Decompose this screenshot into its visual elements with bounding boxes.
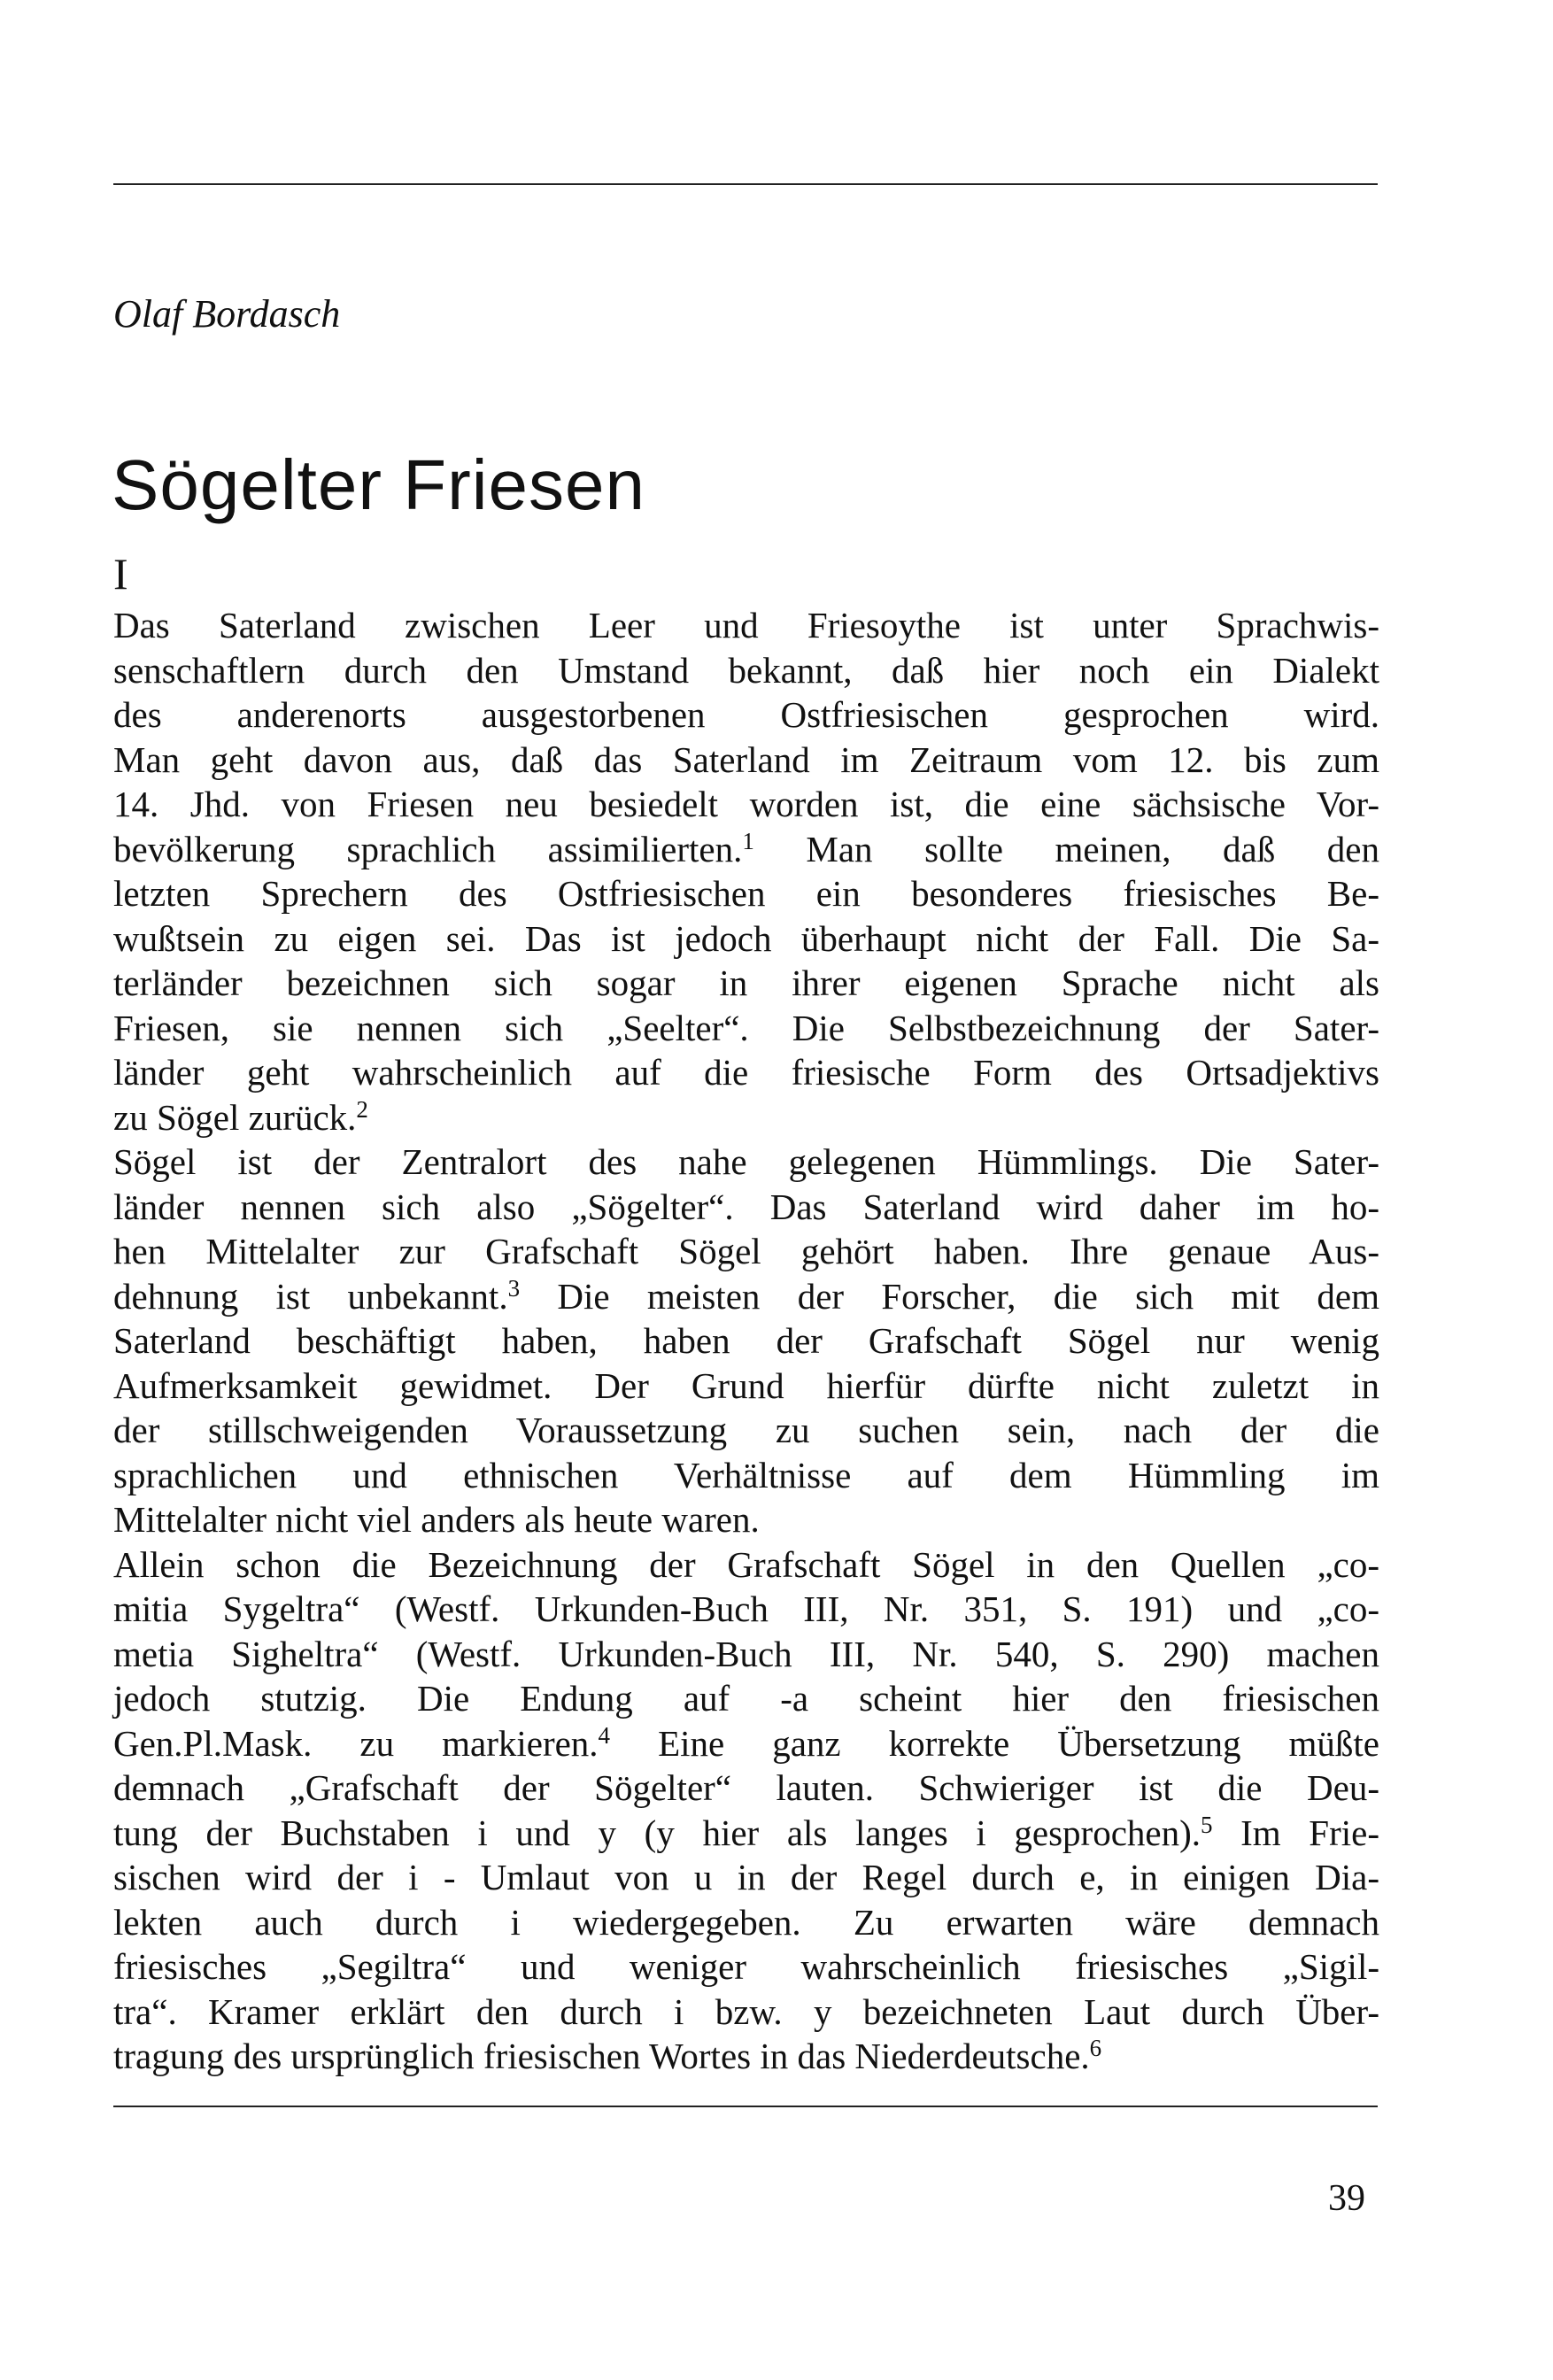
text-line: mitia Sygeltra“ (Westf. Urkunden-Buch III, Nr. 351, S. 191) und „co- [113,1588,1379,1629]
text-line: lekten auch durch i wiedergegeben. Zu erwarten wäre demnach [113,1901,1379,1943]
footnote-rule [113,2106,1378,2107]
text-line: wußtsein zu eigen sei. Das ist jedoch überhaupt nicht der Fall. Die Sa- [113,917,1379,959]
text-line: länder geht wahrscheinlich auf die friesische Form des Ortsadjektivs [113,1052,1379,1093]
text-line: Gen.Pl.Mask. zu markieren.$^4$ Eine ganz korrekte Übersetzung müßte [113,1721,1379,1764]
text-line: Allein schon die Bezeichnung der Grafschaft Sögel in den Quellen „co- [113,1543,1379,1585]
text-line: tra“. Kramer erklärt den durch i bzw. y bezeichneten Laut durch Über- [113,1990,1379,2032]
text-line: 14. Jhd. von Friesen neu besiedelt worden ist, die eine sächsische Vor- [113,784,1379,824]
text-line: tung der Buchstaben i und y (y hier als langes i gesprochen).$^5$ Im Frie- [113,1811,1379,1853]
text-line: Sögel ist der Zentralort des nahe gelegenen Hümmlings. Die Sater- [113,1141,1379,1182]
text-line: der stillschweigenden Voraussetzung zu suchen sein, nach der die [113,1410,1379,1450]
text-line: dehnung ist unbekannt.$^3$ Die meisten der Forscher, die sich mit dem [113,1274,1379,1317]
text-line: friesisches „Segiltra“ und weniger wahrscheinlich friesisches „Sigil- [113,1946,1379,1987]
text-line: sprachlichen und ethnischen Verhältnisse auf dem Hümmling im [113,1454,1379,1495]
text-line: länder nennen sich also „Sögelter“. Das Saterland wird daher im ho- [113,1186,1379,1227]
footnote-marker: 1 [742,827,754,854]
top-rule [113,183,1378,185]
text-line: sischen wird der i - Umlaut von u in der Regel durch e, in einigen Dia- [113,1857,1379,1897]
paragraph [113,1542,1379,2079]
page-number: 39 [1328,2178,1365,2219]
text-line: hen Mittelalter zur Grafschaft Sögel gehört haben. Ihre genaue Aus- [113,1231,1379,1271]
text-line: Das Saterland zwischen Leer und Friesoythe ist unter Sprachwis- [113,605,1379,645]
text-line: Friesen, sie nennen sich „Seelter“. Die Selbstbezeichnung der Sater- [113,1007,1379,1048]
text-line: letzten Sprechern des Ostfriesischen ein besonderes friesisches Be- [113,873,1379,914]
footnote-marker: 3 [507,1274,521,1302]
text-line: demnach „Grafschaft der Sögelter“ lauten. Schwieriger ist die Deu- [113,1767,1379,1808]
footnote-marker: 2 [356,1095,368,1123]
footnote-marker: 5 [1201,1811,1213,1838]
text-line: senschaftlern durch den Umstand bekannt, daß hier noch ein Dialekt [113,649,1379,691]
text-line: Saterland beschäftigt haben, haben der Grafschaft Sögel nur wenig [113,1320,1379,1361]
text-line: Aufmerksamkeit gewidmet. Der Grund hierfür dürfte nicht zuletzt in [113,1364,1379,1406]
text-line: tragung des ursprünglich friesischen Wortes in das Niederdeutsche.$^6$ [113,2035,1102,2076]
author-name: Olaf Bordasch [113,292,341,336]
body-text [113,603,1379,2079]
paragraph [113,1140,1379,1542]
section-numeral: I [113,549,128,599]
footnote-marker: 6 [1089,2035,1102,2061]
paragraph [113,603,1379,1140]
text-line: Man geht davon aus, daß das Saterland im Zeitraum vom 12. bis zum [113,738,1379,780]
text-line: jedoch stutzig. Die Endung auf -a scheint hier den friesischen [113,1678,1379,1719]
footnote-marker: 4 [598,1721,611,1749]
text-line: zu Sögel zurück.$^2$ [113,1095,368,1138]
text-line: metia Sigheltra“ (Westf. Urkunden-Buch III, Nr. 540, S. 290) machen [113,1633,1379,1674]
article-title: Sögelter Friesen [112,445,645,524]
text-line: bevölkerung sprachlich assimilierten.$^1$ Man sollte meinen, daß den [113,827,1379,869]
text-line: Mittelalter nicht viel anders als heute waren. [113,1499,760,1540]
text-line: terländer bezeichnen sich sogar in ihrer eigenen Sprache nicht als [113,962,1379,1003]
text-line: des anderenorts ausgestorbenen Ostfriesischen gesprochen wird. [113,694,1379,735]
